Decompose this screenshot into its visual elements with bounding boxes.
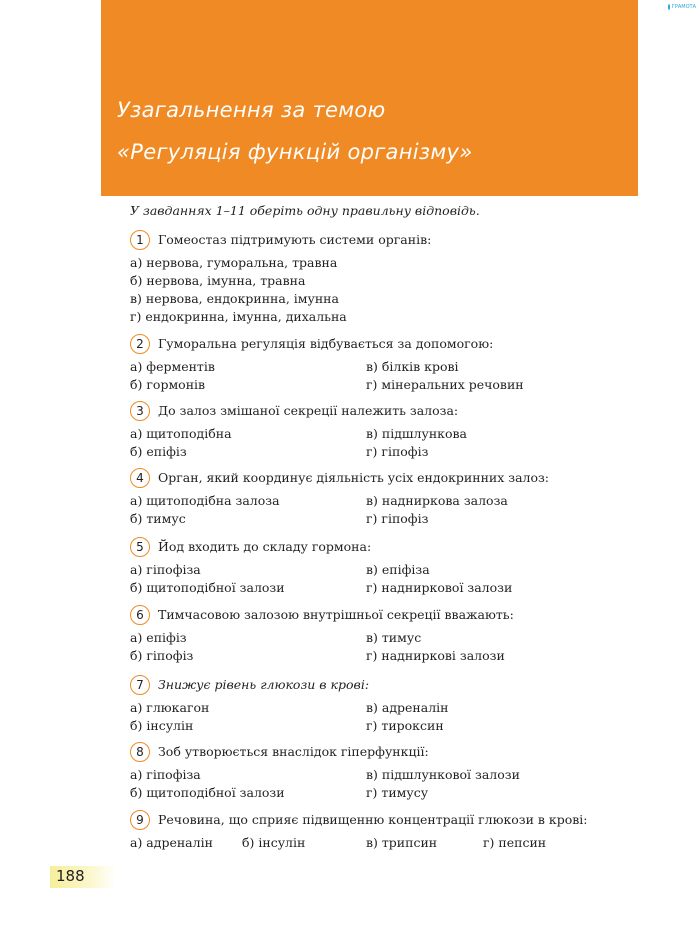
publisher-logo <box>668 3 696 11</box>
question-1 <box>130 230 650 326</box>
answer-option: в) епіфіза <box>366 562 430 577</box>
answer-option: б) інсулін <box>242 835 306 850</box>
answer-option: а) епіфіз <box>130 630 187 645</box>
answer-option: г) ендокринна, імунна, дихальна <box>130 309 347 324</box>
question-text: Орган, який координує діяльність усіх ендокринних залоз: <box>158 470 550 485</box>
question-number-badge: 5 <box>130 537 150 557</box>
answer-option: б) інсулін <box>130 718 194 733</box>
answer-option: г) пепсин <box>483 835 547 850</box>
publisher-logo-icon <box>668 4 670 10</box>
answer-option: г) тимусу <box>366 785 429 800</box>
section-title-banner <box>101 0 638 196</box>
question-number-badge: 9 <box>130 810 150 830</box>
question-text: Зоб утворюється внаслідок гіперфункції: <box>158 744 429 759</box>
question-8 <box>130 742 650 802</box>
answer-option: в) підшлункової залози <box>366 767 520 782</box>
question-5 <box>130 537 650 597</box>
answer-option: б) щитоподібної залози <box>130 580 285 595</box>
answer-option: а) щитоподібна залоза <box>130 493 280 508</box>
answer-option: в) наднирковa залоза <box>366 493 508 508</box>
section-title-line-2: «Регуляція функцій організму» <box>117 140 473 164</box>
question-2 <box>130 334 650 394</box>
question-text: Йод входить до складу гормона: <box>158 539 372 554</box>
question-text: Речовина, що сприяє підвищенню концентрації глюкози в крові: <box>158 812 588 827</box>
question-3 <box>130 401 650 461</box>
answer-option: г) надниркові залози <box>366 648 505 663</box>
answer-option: а) щитоподібна <box>130 426 232 441</box>
answer-option: б) епіфіз <box>130 444 187 459</box>
question-text: Знижує рівень глюкози в крові: <box>158 677 370 692</box>
answer-option: г) надниркової залози <box>366 580 513 595</box>
answer-option: в) тимус <box>366 630 422 645</box>
answer-option: б) гіпофіз <box>130 648 194 663</box>
answer-option: б) гормонів <box>130 377 206 392</box>
answer-option: а) глюкагон <box>130 700 210 715</box>
question-text: До залоз змішаної секреції належить залоза: <box>158 403 459 418</box>
question-number-badge: 4 <box>130 468 150 488</box>
question-text: Гомеостаз підтримують системи органів: <box>158 232 432 247</box>
answer-option: б) щитоподібної залози <box>130 785 285 800</box>
answer-option: б) тимус <box>130 511 186 526</box>
question-number-badge: 8 <box>130 742 150 762</box>
answer-option: г) гіпофіз <box>366 444 429 459</box>
answer-option: а) гіпофіза <box>130 767 201 782</box>
answer-option: в) трипсин <box>366 835 438 850</box>
answer-option: а) адреналін <box>130 835 213 850</box>
answer-option: г) тироксин <box>366 718 444 733</box>
answer-option: г) гіпофіз <box>366 511 429 526</box>
answer-option: в) нервова, ендокринна, імунна <box>130 291 339 306</box>
question-text: Тимчасовою залозою внутрішньої секреції вважають: <box>158 607 514 622</box>
section-title-line-1: Узагальнення за темою <box>117 98 386 122</box>
question-number-badge: 1 <box>130 230 150 250</box>
answer-option: в) білків крові <box>366 359 459 374</box>
question-6 <box>130 605 650 665</box>
page-number: 188 <box>56 867 85 885</box>
question-number-badge: 3 <box>130 401 150 421</box>
question-text: Гуморальна регуляція відбувається за допомогою: <box>158 336 494 351</box>
answer-option: а) нервова, гуморальна, травна <box>130 255 338 270</box>
question-9 <box>130 810 650 852</box>
answer-option: а) ферментів <box>130 359 215 374</box>
question-number-badge: 2 <box>130 334 150 354</box>
question-number-badge: 7 <box>130 675 150 695</box>
answer-option: а) гіпофіза <box>130 562 201 577</box>
question-4 <box>130 468 650 528</box>
instruction-text: У завданнях 1–11 оберіть одну правильну відповідь. <box>130 203 480 218</box>
publisher-logo-text: ГРАМОТА <box>671 4 696 10</box>
answer-option: в) підшлункова <box>366 426 467 441</box>
answer-option: б) нервова, імунна, травна <box>130 273 306 288</box>
question-number-badge: 6 <box>130 605 150 625</box>
question-7 <box>130 675 650 735</box>
answer-option: г) мінеральних речовин <box>366 377 524 392</box>
answer-option: в) адреналін <box>366 700 449 715</box>
page-number-tab <box>50 866 116 888</box>
